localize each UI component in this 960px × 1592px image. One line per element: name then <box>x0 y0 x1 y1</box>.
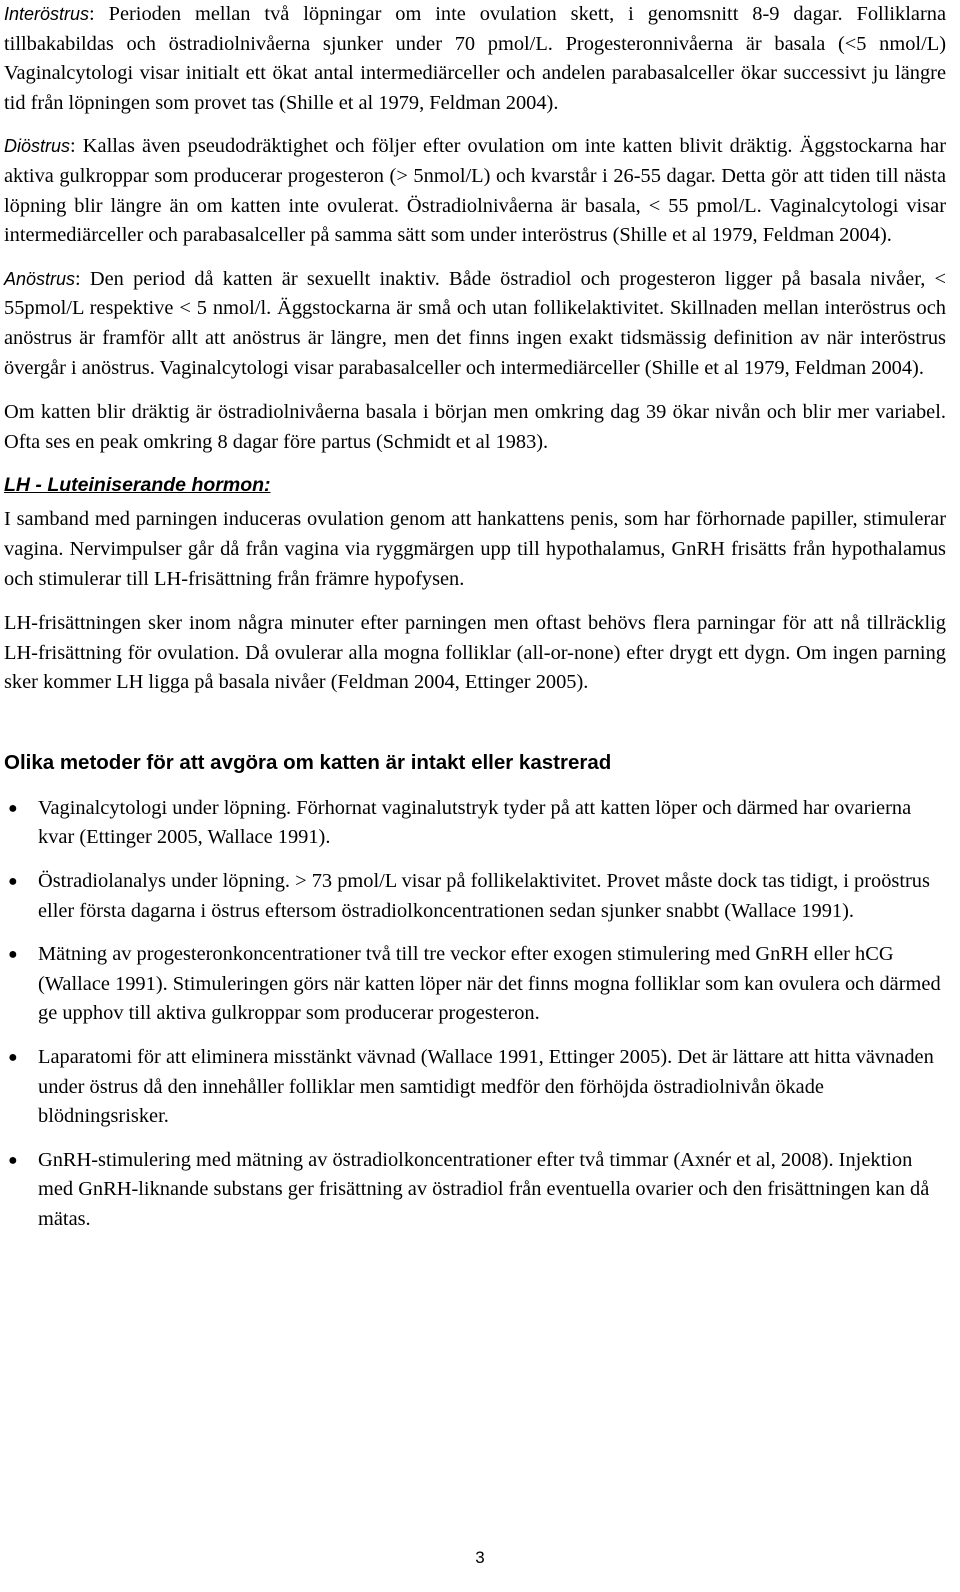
list-item <box>4 794 946 853</box>
section-heading-methods: Olika metoder för att avgöra om katten är intakt eller kastrerad <box>4 750 612 774</box>
paragraph-anostrus-text: : Den period då katten är sexuellt inaktiv. Både östradiol och progesteron ligger på basala nivåer, < 55pmol/L respektive < 5 nmol/l. Äggstockarna är små och utan follikelaktivitet. Skillnaden mellan interöstrus och anöstrus är framför allt att anöstrus är längre, men det finns ingen exakt tidsmässig definition av när interöstrus övergår i anöstrus. Vaginalcytologi visar parabasalceller och intermediärceller (Shille et al 1979, Feldman 2004). <box>4 267 946 379</box>
paragraph-diostrus <box>4 132 946 250</box>
section-heading-lh: LH - Luteiniserande hormon: <box>4 474 271 497</box>
bullet-icon: ● <box>8 799 18 817</box>
term-anostrus: Anöstrus <box>4 268 76 289</box>
list-item-text: GnRH-stimulering med mätning av östradiolkoncentrationer efter två timmar (Axnér et al, 2008). Injektion med GnRH-liknande substans ger frisättning av östradiol från eventuella ovarier och den frisättningen kan då mätas. <box>38 1148 930 1230</box>
methods-list <box>4 794 946 1235</box>
list-item <box>4 1146 946 1235</box>
list-item <box>4 867 946 926</box>
paragraph-anostrus <box>4 265 946 383</box>
list-item <box>4 940 946 1029</box>
list-item-text: Östradiolanalys under löpning. > 73 pmol/L visar på follikelaktivitet. Provet måste dock tas tidigt, i proöstrus eller första dagarna i östrus eftersom östradiolkoncentrationen sedan sjunker snabbt (Wallace 1991). <box>38 870 930 922</box>
bullet-icon: ● <box>8 1049 18 1067</box>
bullet-icon: ● <box>8 873 18 891</box>
paragraph-lh-1: I samband med parningen induceras ovulation genom att hankattens penis, som har förhornade papiller, stimulerar vagina. Nervimpulser går då från vagina via ryggmärgen upp till hypothalamus, GnRH frisätts från hypothalamus och stimulerar till LH-frisättning från främre hypofysen. <box>4 508 946 590</box>
term-diostrus: Diöstrus <box>4 136 71 157</box>
list-item-text: Vaginalcytologi under löpning. Förhornat vaginalutstryk tyder på att katten löper och därmed har ovarierna kvar (Ettinger 2005, Wallace 1991). <box>38 796 912 849</box>
term-interostrus: Interöstrus <box>4 4 90 24</box>
document-page <box>4 0 946 1249</box>
list-item-text: Laparatomi för att eliminera misstänkt vävnad (Wallace 1991, Ettinger 2005). Det är lättare att hitta vävnaden under östrus då den innehåller folliklar men samtidigt medför den förhöjda östradiolnivån ökade blödningsrisker. <box>38 1046 934 1128</box>
paragraph-pregnancy: Om katten blir dräktig är östradiolnivåerna basala i början men omkring dag 39 ökar nivån och blir mer variabel. Ofta ses en peak omkring 8 dagar före partus (Schmidt et al 1983). <box>4 401 946 453</box>
list-item <box>4 1043 946 1132</box>
paragraph-diostrus-text: : Kallas även pseudodräktighet och följer efter ovulation om inte katten blivit dräktig. Äggstockarna har aktiva gulkroppar som producerar progesteron (> 5nmol/L) och kvarstår i 26-55 dagar. Detta gör att tiden till nästa löpning blir längre än om katten inte ovulerat. Östradiolnivåerna är basala, < 55 pmol/L. Vaginalcytologi visar intermediärceller och parabasalceller på samma sätt som under interöstrus (Shille et al 1979, Feldman 2004). <box>4 135 946 247</box>
paragraph-interostrus <box>4 0 946 118</box>
paragraph-interostrus-text: : Perioden mellan två löpningar om inte ovulation skett, i genomsnitt 8-9 dagar. Folliklarna tillbakabildas och östradiolnivåerna sjunker under 70 pmol/L. Progesteronnivåerna är basala (<5 nmol/L) Vaginalcytologi visar initialt ett ökat antal intermediärceller och andelen parabasalceller ökar successivt ju längre tid från löpningen som provet tas (Shille et al 1979, Feldman 2004). <box>4 3 946 114</box>
bullet-icon: ● <box>8 1151 18 1169</box>
page-number: 3 <box>475 1548 485 1567</box>
bullet-icon: ● <box>8 946 18 964</box>
paragraph-lh-2: LH-frisättningen sker inom några minuter efter parningen men oftast behövs flera parningar för att nå tillräcklig LH-frisättning för ovulation. Då ovulerar alla mogna folliklar (all-or-none) efter drygt ett dygn. Om ingen parning sker kommer LH ligga på basala nivåer (Feldman 2004, Ettinger 2005). <box>4 612 946 694</box>
list-item-text: Mätning av progesteronkoncentrationer två till tre veckor efter exogen stimulering med GnRH eller hCG (Wallace 1991). Stimuleringen görs när katten löper när det finns mogna folliklar som kan ovulera och därmed ge upphov till aktiva gulkroppar som producerar progesteron. <box>38 943 941 1025</box>
